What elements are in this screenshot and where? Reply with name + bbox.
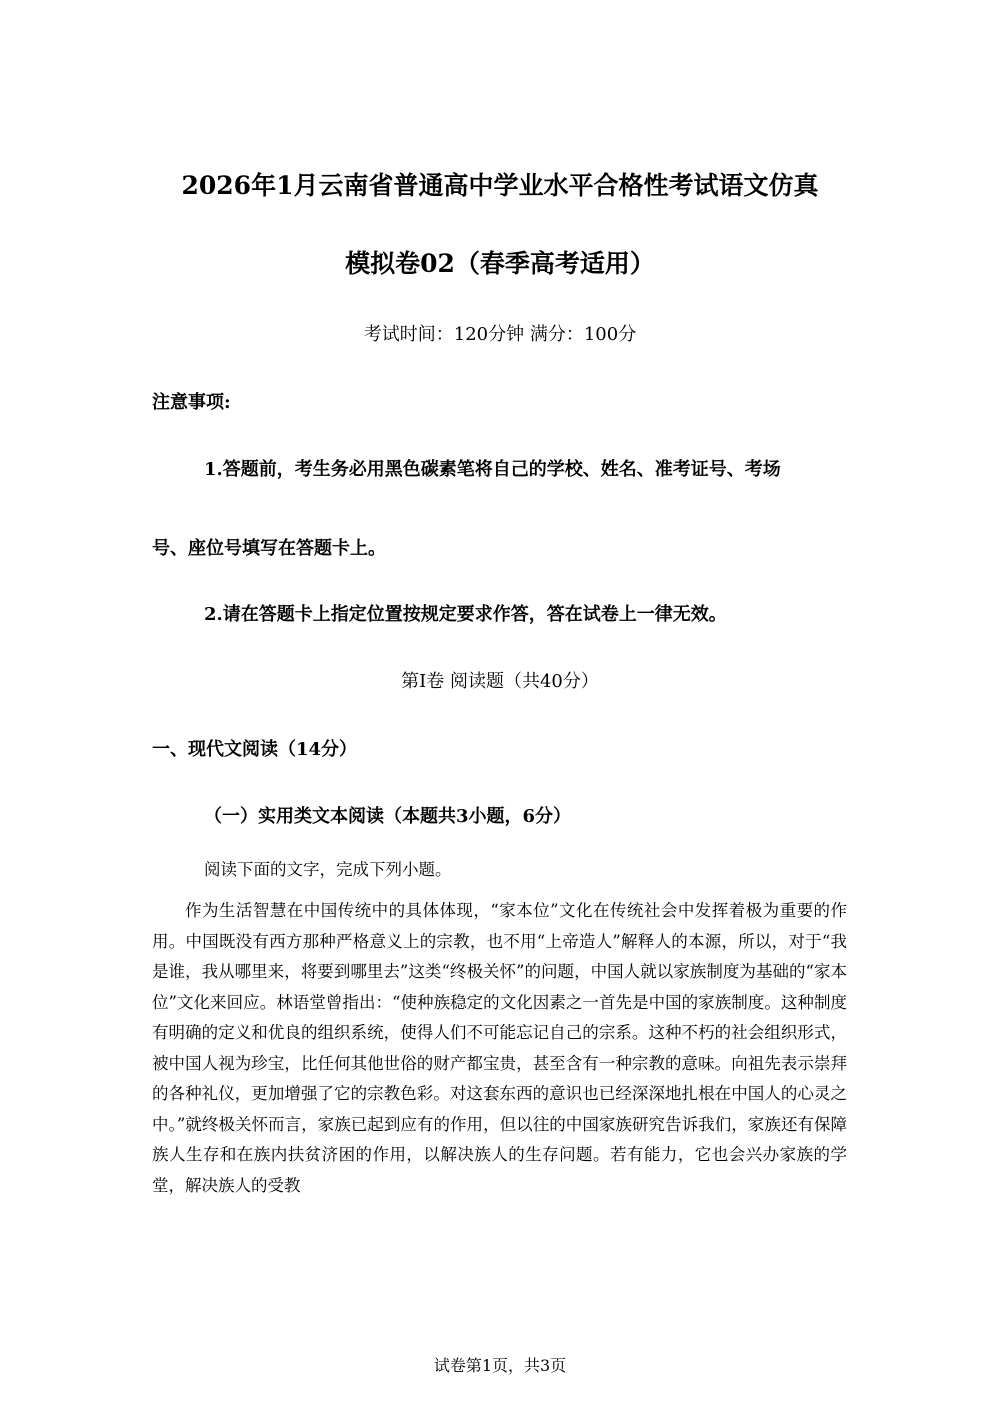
reading-passage: 作为生活智慧在中国传统中的具体体现，“家本位”文化在传统社会中发挥着极为重要的作用。中国既没有西方那种严格意义上的宗教，也不用“上帝造人”解释人的本源，所以，对于“我是谁，我从哪里来，将要到哪里去”这类“终极关怀”的问题，中国人就以家族制度为基础的“家本位”文化来回应。林语堂曾指出：“使种族稳定的文化因素之一首先是中国的家族制度。这种制度有明确的定义和优良的组织系统，使得人们不可能忘记自己的宗系。这种不朽的社会组织形式，被中国人视为珍宝，比任何其他世俗的财产都宝贵，甚至含有一种宗教的意味。向祖先表示崇拜的各种礼仪，更加增强了它的宗教色彩。对这套东西的意识也已经深深地扎根在中国人的心灵之中。”就终极关怀而言，家族已起到应有的作用，但以往的中国家族研究告诉我们，家族还有保障族人生存和在族内扶贫济困的作用，以解决族人的生存问题。若有能力，它也会兴办家族的学堂，解决族人的受教: [152, 901, 847, 1195]
title-line-2: 模拟卷02（春季高考适用）: [345, 249, 655, 278]
title-line-1: 2026年1月云南省普通高中学业水平合格性考试语文仿真: [181, 171, 819, 200]
notice-item-1-line-2: 号、座位号填写在答题卡上。: [152, 538, 386, 559]
exam-info: 考试时间：120分钟 满分：100分: [363, 324, 637, 345]
reading-instruction: 阅读下面的文字，完成下列小题。: [204, 860, 452, 879]
notice-item-1-line-1: 1.答题前，考生务必用黑色碳素笔将自己的学校、姓名、准考证号、考场: [204, 459, 781, 480]
notice-item-2: 2.请在答题卡上指定位置按规定要求作答，答在试卷上一律无效。: [204, 604, 727, 625]
subsection-heading-1: （一）实用类文本阅读（本题共3小题，6分）: [204, 806, 572, 827]
section-heading-1: 一、现代文阅读（14分）: [152, 739, 358, 760]
part-title: 第I卷 阅读题（共40分）: [401, 671, 599, 692]
page-footer: 试卷第1页，共3页: [433, 1356, 567, 1375]
notice-heading: 注意事项:: [152, 392, 231, 413]
